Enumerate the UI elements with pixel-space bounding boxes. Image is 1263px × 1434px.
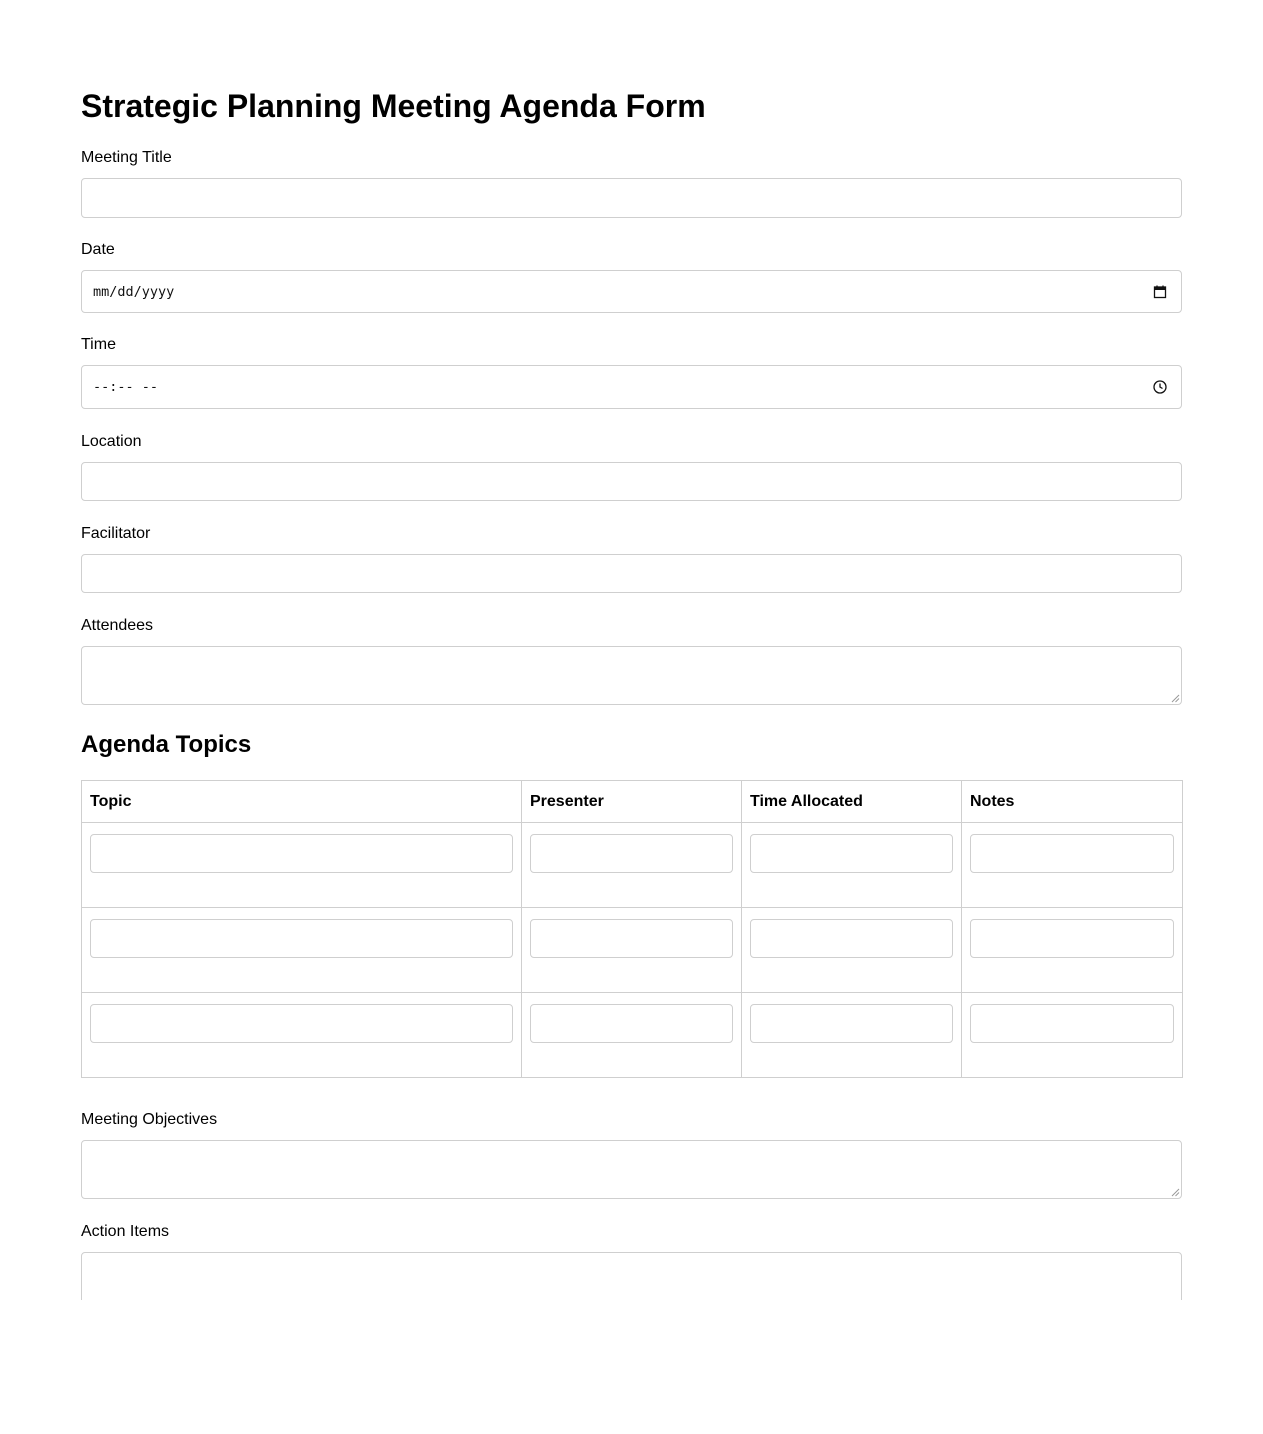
- date-input[interactable]: [81, 270, 1182, 313]
- presenter-input[interactable]: [530, 919, 733, 958]
- notes-cell: [962, 993, 1183, 1078]
- resize-grip-icon[interactable]: [1170, 1187, 1180, 1197]
- time-allocated-cell: [742, 993, 962, 1078]
- table-row: [82, 993, 1183, 1078]
- resize-grip-icon[interactable]: [1170, 693, 1180, 703]
- facilitator-input[interactable]: [81, 554, 1182, 593]
- column-header-topic: Topic: [82, 781, 522, 823]
- notes-input[interactable]: [970, 834, 1174, 873]
- topic-cell: [82, 823, 522, 908]
- agenda-header-row: [82, 781, 1183, 823]
- presenter-cell: [522, 993, 742, 1078]
- meeting-objectives-label: Meeting Objectives: [81, 1111, 218, 1128]
- time-allocated-cell: [742, 823, 962, 908]
- presenter-cell: [522, 908, 742, 993]
- date-label: Date: [81, 241, 115, 258]
- notes-cell: [962, 823, 1183, 908]
- presenter-input[interactable]: [530, 1004, 733, 1043]
- time-input[interactable]: [81, 365, 1182, 409]
- presenter-cell: [522, 823, 742, 908]
- viewport-cutoff: [0, 1300, 1263, 1434]
- column-header-time-allocated: Time Allocated: [742, 781, 962, 823]
- table-row: [82, 908, 1183, 993]
- presenter-input[interactable]: [530, 834, 733, 873]
- notes-input[interactable]: [970, 919, 1174, 958]
- calendar-icon[interactable]: [1152, 284, 1168, 300]
- attendees-label: Attendees: [81, 617, 154, 634]
- action-items-label: Action Items: [81, 1223, 170, 1240]
- notes-input[interactable]: [970, 1004, 1174, 1043]
- topic-input[interactable]: [90, 1004, 513, 1043]
- notes-cell: [962, 908, 1183, 993]
- meeting-title-label: Meeting Title: [81, 149, 172, 166]
- topic-cell: [82, 908, 522, 993]
- time-label: Time: [81, 336, 116, 353]
- topic-input[interactable]: [90, 834, 513, 873]
- attendees-textarea[interactable]: [81, 646, 1182, 705]
- topic-cell: [82, 993, 522, 1078]
- topic-input[interactable]: [90, 919, 513, 958]
- location-label: Location: [81, 433, 142, 450]
- column-header-presenter: Presenter: [522, 781, 742, 823]
- meeting-objectives-textarea[interactable]: [81, 1140, 1182, 1199]
- time-allocated-cell: [742, 908, 962, 993]
- location-input[interactable]: [81, 462, 1182, 501]
- agenda-table: [81, 780, 1183, 1078]
- time-allocated-input[interactable]: [750, 1004, 953, 1043]
- page-title: Strategic Planning Meeting Agenda Form: [81, 88, 706, 124]
- column-header-notes: Notes: [962, 781, 1183, 823]
- time-placeholder: --:-- --: [93, 379, 159, 395]
- time-allocated-input[interactable]: [750, 834, 953, 873]
- facilitator-label: Facilitator: [81, 525, 151, 542]
- table-row: [82, 823, 1183, 908]
- date-placeholder: mm/dd/yyyy: [93, 283, 175, 300]
- clock-icon[interactable]: [1152, 379, 1168, 395]
- agenda-topics-heading: Agenda Topics: [81, 731, 252, 758]
- time-allocated-input[interactable]: [750, 919, 953, 958]
- meeting-title-input[interactable]: [81, 178, 1182, 218]
